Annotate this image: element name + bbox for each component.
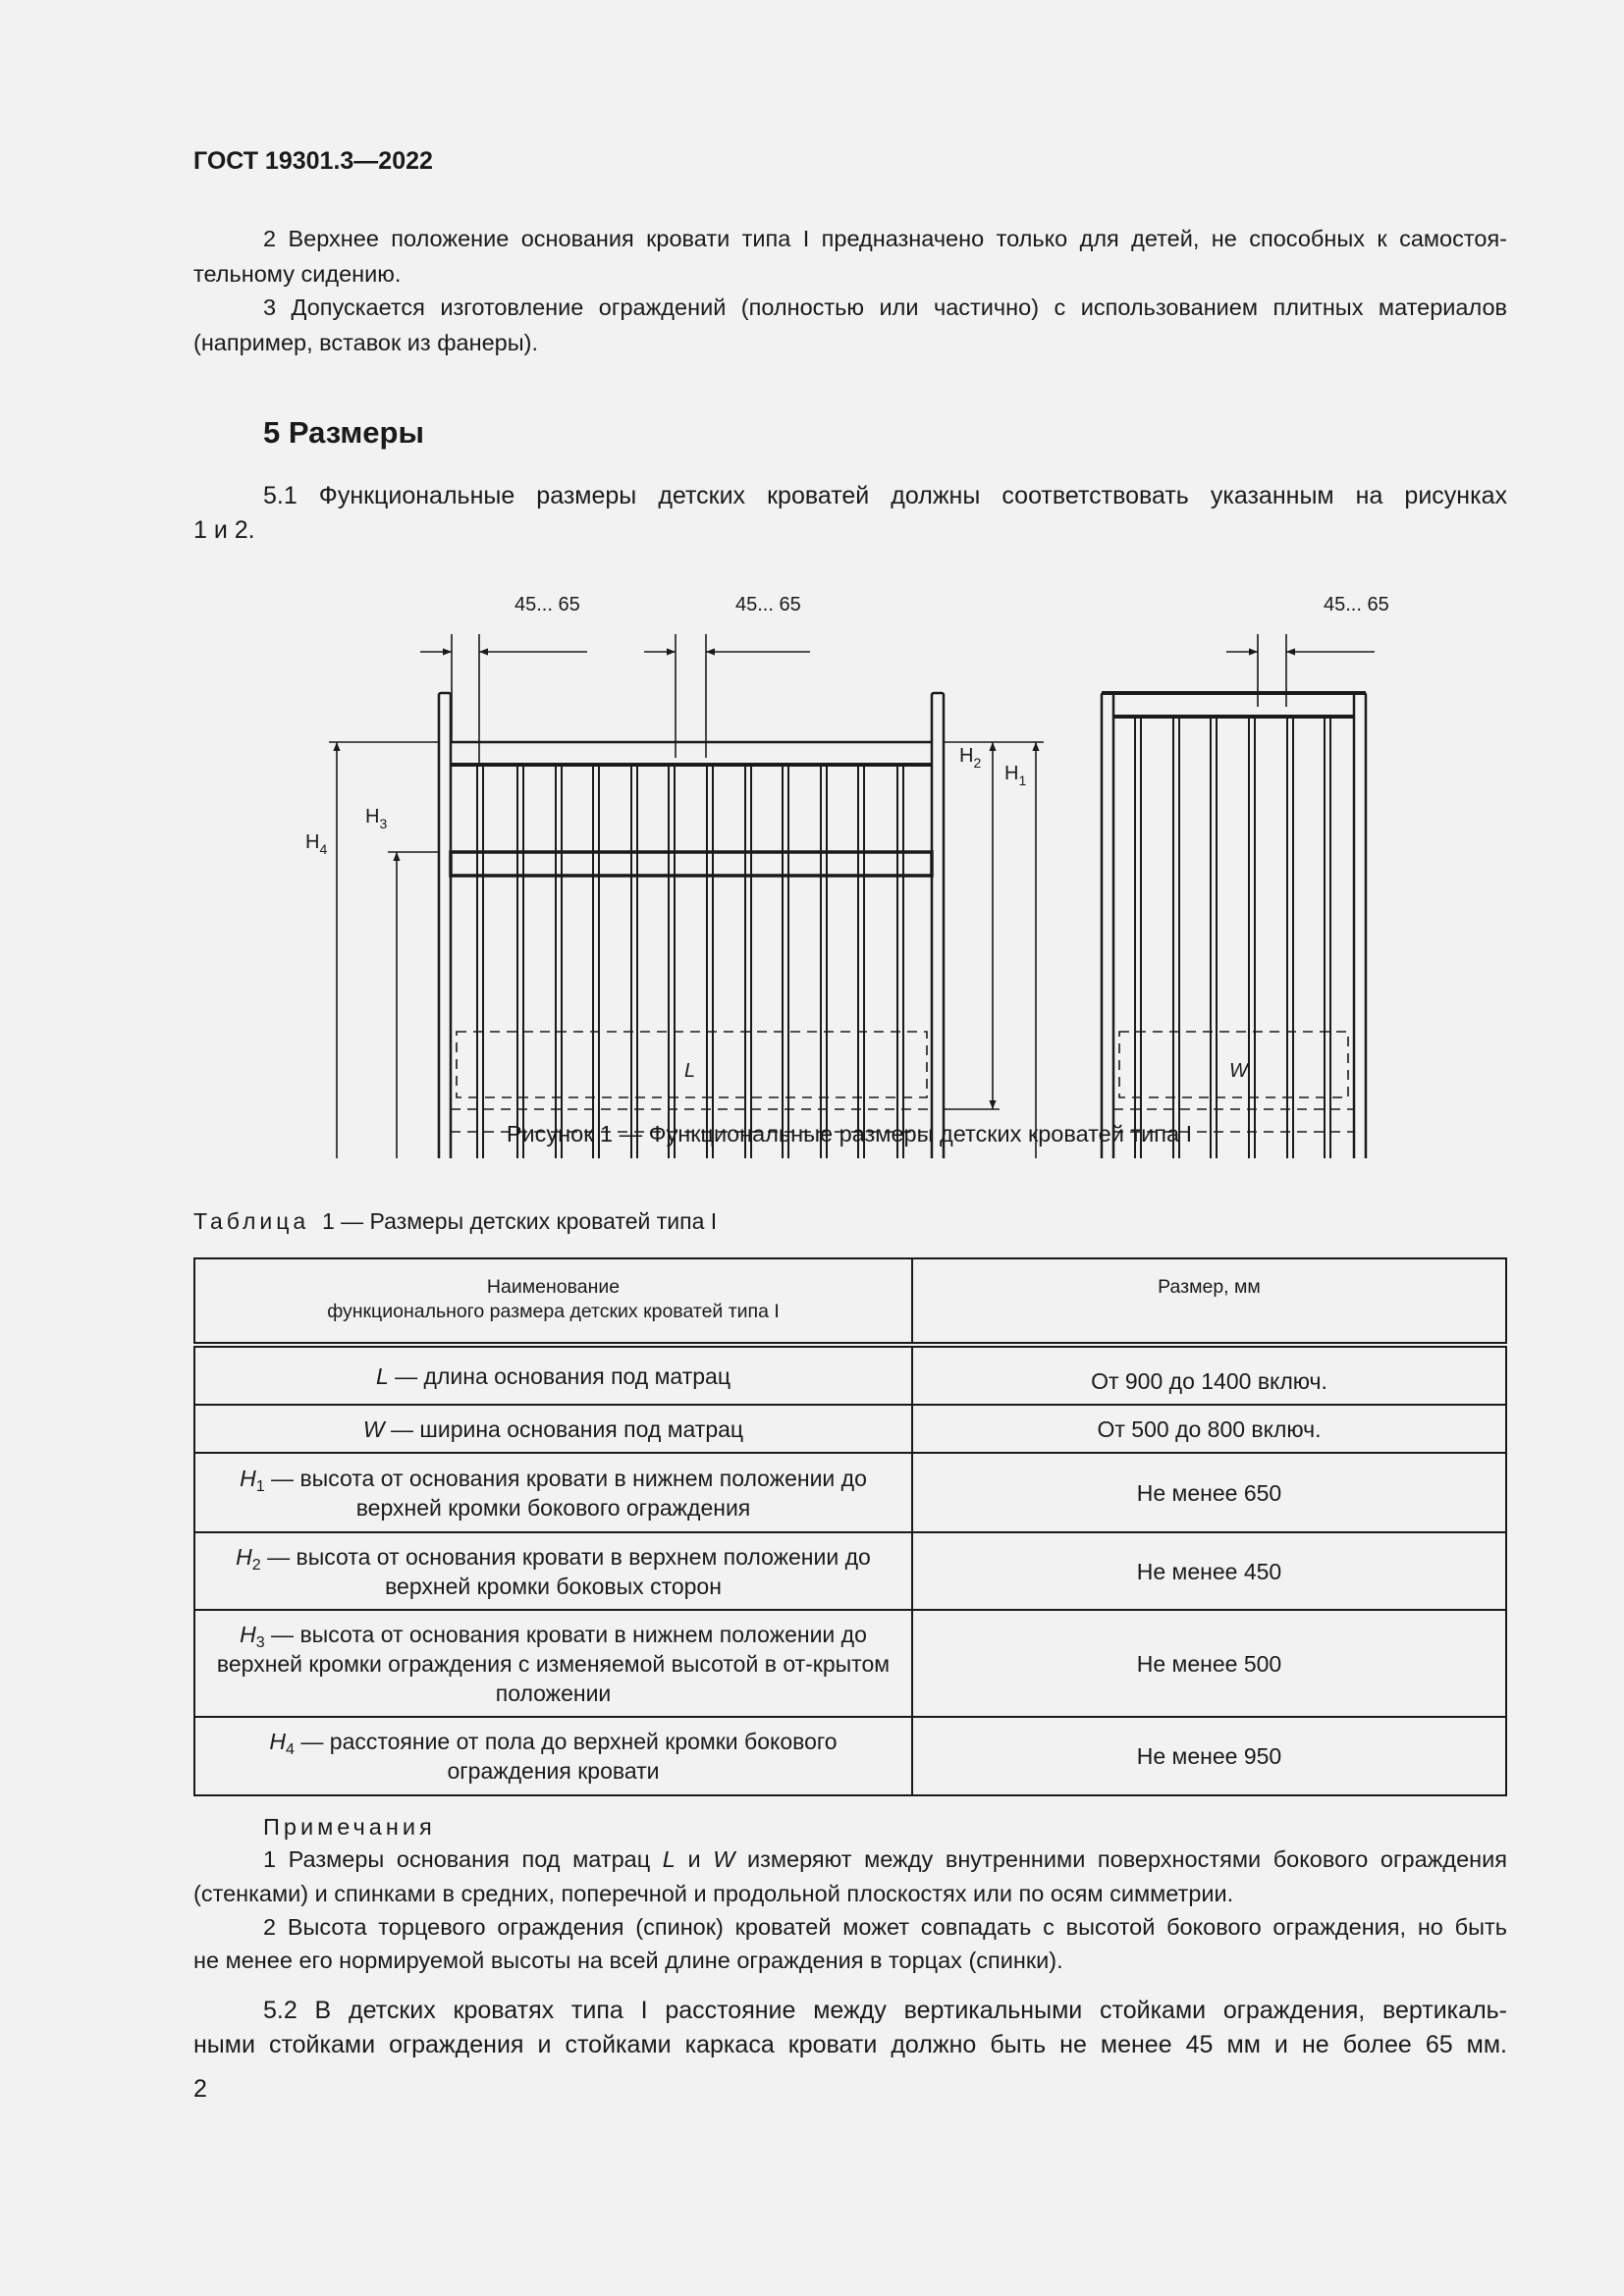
para-5-1-line-2: 1 и 2. [193,516,255,544]
spacing-label-1: 45... 65 [514,594,580,615]
slat [1287,717,1293,1158]
notes-2-line-1: 2 Высота торцевого ограждения (спинок) кроватей может совпадать с высотой бокового ограждения, но быть [263,1914,1507,1940]
notes-1-line-2: (стенками) и спинками в средних, поперечной и продольной плоскостях или по осям симметрии. [193,1881,1234,1906]
slat [556,765,562,1158]
slat [1249,717,1255,1158]
slat [477,765,483,1158]
table-row: W — ширина основания под матрац От 500 до 800 включ. [194,1405,1506,1453]
notes-title: Примечания [263,1814,436,1840]
slat [631,765,637,1158]
h1-label: $H_1$ [1004,763,1027,788]
side-right-post [1354,693,1366,1158]
side-left-post [1102,693,1113,1158]
table-row: $H_1$ — высота от основания кровати в нижнем положении до верхней кромки бокового ограждения Не менее 650 [194,1453,1506,1532]
dimensions-table [193,1257,1507,1796]
table-row: L — длина основания под матрац От 900 до 1400 включ. [194,1345,1506,1405]
right-post [932,693,944,1158]
slat [783,765,788,1158]
table-caption-prefix: Таблица [193,1208,310,1234]
table-row: $H_3$ — высота от основания кровати в нижнем положении до верхней кромки ограждения с изменяемой высотой в от-крытом положении Не менее 500 [194,1610,1506,1717]
header-name: Наименование функционального размера детских кроватей типа I [194,1258,912,1345]
h4-label: $H_4$ [305,831,328,857]
document-header: ГОСТ 19301.3—2022 [193,147,433,175]
table-caption-text: 1 — Размеры детских кроватей типа I [321,1208,718,1234]
slat [1135,717,1141,1158]
slat [1325,717,1330,1158]
slat [1173,717,1179,1158]
h3-label: $H_3$ [365,806,388,831]
slat [593,765,599,1158]
table-row: $H_4$ — расстояние от пола до верхней кромки бокового ограждения кровати Не менее 950 [194,1717,1506,1795]
left-post [439,693,451,1158]
slat [1211,717,1217,1158]
section-title: 5 Размеры [263,415,424,450]
para-5-2-line-1: 5.2 В детских кроватях типа I расстояние между вертикальными стойками ограждения, вертикаль- [263,1997,1507,2024]
spacing-label-3: 45... 65 [1324,594,1389,615]
h2-label: $H_2$ [959,745,982,771]
page-number: 2 [193,2075,207,2103]
slat [517,765,523,1158]
side-view [1102,693,1366,1158]
width-label: W [1229,1060,1248,1082]
notes-1-line-1: 1 Размеры основания под матрац L и W измеряют между внутренними поверхностями бокового ограждения [263,1846,1507,1872]
figure-caption: Рисунок 1 — Функциональные размеры детских кроватей типа I [506,1121,1193,1147]
slat [858,765,864,1158]
slat [669,765,675,1158]
slat [821,765,827,1158]
header-size: Размер, мм [912,1258,1506,1345]
note-2-line-1: 2 Верхнее положение основания кровати типа I предназначено только для детей, не способных к самостоя- [263,226,1507,251]
para-5-1-line-1: 5.1 Функциональные размеры детских кроватей должны соответствовать указанным на рисунках [263,482,1507,509]
length-label: L [684,1060,696,1082]
front-view [439,693,944,1158]
table-header-row [194,1258,1506,1345]
note-2-line-2: тельному сидению. [193,261,402,287]
notes-2-line-2: не менее его нормируемой высоты на всей длине ограждения в торцах (спинки). [193,1948,1063,1973]
note-3-line-2: (например, вставок из фанеры). [193,330,538,355]
slat [897,765,903,1158]
table-caption [193,1208,717,1235]
note-3-line-1: 3 Допускается изготовление ограждений (полностью или частично) с использованием плитных материалов [263,294,1507,320]
dimension-lines [329,634,1375,1158]
para-5-2-line-2: ными стойками ограждения и стойками каркаса кровати должно быть не менее 45 мм и не более 65 мм. [193,2031,1507,2058]
table-row: $H_2$ — высота от основания кровати в верхнем положении до верхней кромки боковых сторон Не менее 450 [194,1532,1506,1610]
spacing-label-2: 45... 65 [735,594,801,615]
slat [745,765,751,1158]
slat [707,765,713,1158]
